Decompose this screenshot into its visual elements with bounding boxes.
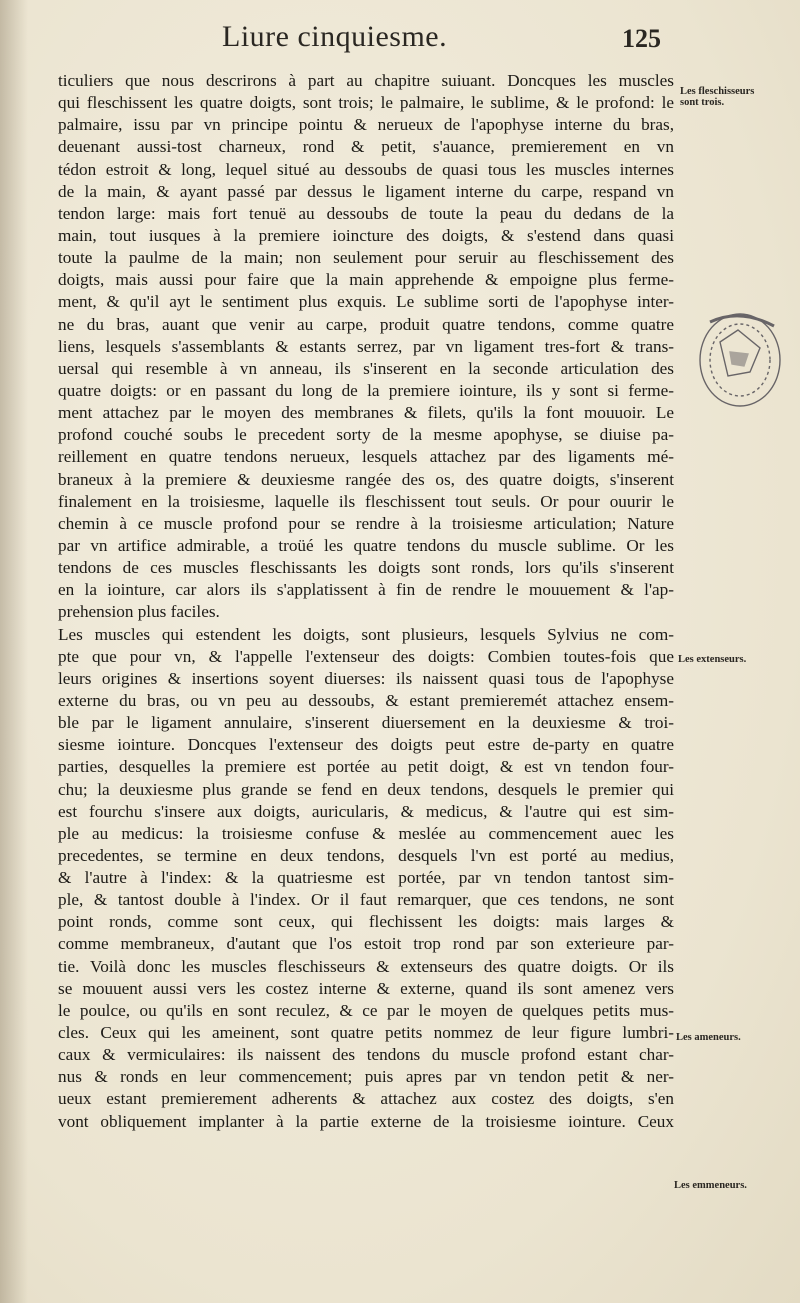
body-text	[58, 70, 674, 1133]
text-line: quatre doigts: or en passant du long de la premiere iointure, ils y sont si ferme-	[58, 380, 674, 400]
text-line: le poulce, ou qu'ils en sont reculez, & ce par le moyen de quelques petits mus-	[58, 1000, 674, 1020]
text-line: point ronds, comme sont ceux, qui flechissent les doigts: mais larges &	[58, 912, 674, 932]
margin-note-adductors: Les ameneurs.	[676, 1032, 741, 1043]
text-line: prehension plus faciles.	[58, 602, 220, 622]
text-line: profond couché soubs le precedent sorty de la mesme apophyse, se diuise pa-	[58, 425, 674, 445]
margin-note-lumbricals: Les emmeneurs.	[674, 1180, 747, 1191]
text-line: Les muscles qui estendent les doigts, sont plusieurs, lesquels Sylvius ne com-	[58, 624, 674, 644]
text-line: doigts, mais aussi pour faire que la main apprehende & empoigne plus ferme-	[58, 270, 674, 290]
text-line: leurs origines & insertions soyent diuerses: ils naissent quasi tous de l'apophyse	[58, 668, 674, 688]
text-line: tie. Voilà donc les muscles fleschisseurs & extenseurs des quatre doigts. Or ils	[58, 956, 674, 976]
text-line: & l'autre à l'index: & la quatriesme est portée, par vn tendon tantost sim-	[58, 868, 674, 888]
text-line: ueux estant premierement adherents & attachez aux costez des doigts, s'en	[58, 1089, 674, 1109]
text-line: palmaire, issu par vn principe pointu & nerueux de l'apophyse interne du bras,	[58, 115, 674, 135]
text-line: tendons de ces muscles fleschissants les doigts sont ronds, lors qu'ils s'inserent	[58, 558, 674, 578]
text-line: reillement en quatre tendons nerueux, lesquels attachez par des ligaments mé-	[58, 447, 674, 467]
text-line: de la main, & ayant passé par dessus le ligament interne du carpe, respand vn	[58, 181, 674, 201]
text-line: comme membraneux, d'autant que l'os estoit trop rond par son exterieure par-	[58, 934, 674, 954]
text-line: en la iointure, car alors ils s'applatissent à fin de rendre le mouuement & l'ap-	[58, 580, 674, 600]
text-line: ble par le ligament annulaire, s'inserent diuersement en la deuxiesme & troi-	[58, 713, 674, 733]
margin-note-flexors-line1: Les fleschisseurs	[680, 86, 755, 97]
running-title: Liure cinquiesme.	[222, 20, 448, 53]
text-line: qui fleschissent les quatre doigts, sont trois; le palmaire, le sublime, & le profond: le	[58, 93, 674, 113]
page-number: 125	[622, 24, 661, 53]
text-line: nus & ronds en leur commencement; puis apres par vn tendon petit & ner-	[58, 1067, 674, 1087]
text-line: braneux à la premiere & deuxiesme rangée des os, des quatre doigts, s'inserent	[58, 469, 674, 489]
text-line: liens, lesquels s'assemblants & estants serrez, par vn ligament tres-fort & trans-	[58, 336, 674, 356]
text-line: ment, & qu'il ayt le sentiment plus exquis. Le sublime sorti de l'apophyse inter-	[58, 292, 674, 312]
margin-note-extensors: Les extenseurs.	[678, 654, 747, 665]
text-line: deuenant aussi-tost charneux, rond & petit, s'auance, premierement en vn	[58, 137, 674, 157]
text-line: ne du bras, auant que venir au carpe, produit quatre tendons, comme quatre	[58, 314, 674, 334]
text-line: ticuliers que nous descrirons à part au chapitre suiuant. Doncques les muscles	[58, 71, 674, 90]
text-line: precedentes, se termine en deux tendons, desquels l'vn est porté au medius,	[58, 845, 674, 865]
text-line: main, tout iusques à la premiere ioincture des doigts, & s'estend dans quasi	[58, 225, 674, 245]
text-line: chu; la deuxiesme plus grande se fend en deux tendons, desquels le premier qui	[58, 779, 674, 799]
text-line: par vn artifice admirable, a troüé les quatre tendons du muscle sublime. Or les	[58, 535, 674, 555]
text-line: siesme iointure. Doncques l'extenseur des doigts peut estre de-party en quatre	[58, 735, 674, 755]
text-line: finalement en la troisiesme, laquelle ils fleschissent tout seuls. Or pour ouurir le	[58, 491, 674, 511]
gutter-shadow	[0, 0, 28, 1303]
text-line: est fourchu s'insere aux doigts, auricularis, & medicus, & l'autre qui est sim-	[58, 801, 674, 821]
text-line: tédon estroit & long, lequel situé au dessoubs de quasi tous les muscles internes	[58, 159, 674, 179]
margin-note-flexors-line2: sont trois.	[680, 97, 725, 108]
margin-notes	[674, 0, 794, 1303]
text-line: ment attachez par le moyen des membranes & filets, qu'ils la font mouuoir. Le	[58, 403, 674, 423]
margin-note-flexors	[680, 86, 754, 108]
text-line: toute la paulme de la main; non seulement pour seruir au fleschissement des	[58, 248, 674, 268]
text-line: parties, desquelles la premiere est portée au petit doigt, & est vn tendon four-	[58, 757, 674, 777]
text-line: uersal qui resemble à vn anneau, ils s'inserent en la seconde articulation des	[58, 358, 674, 378]
text-line: se mouuent aussi vers les costez interne & externe, quand ils sont amenez vers	[58, 978, 674, 998]
text-line: externe du bras, ou vn peu au dessoubs, & estant premieremét attachez ensem-	[58, 690, 674, 710]
text-line: pte que pour vn, & l'appelle l'extenseur des doigts: Combien toutes-fois que	[58, 646, 674, 666]
text-line: tendon large: mais fort tenuë au dessoubs de toute la peau du dedans de la	[58, 203, 674, 223]
library-stamp-icon	[690, 302, 786, 410]
text-line: ple au medicus: la troisiesme confuse & meslée au commencement auec les	[58, 823, 674, 843]
text-line: vont obliquement implanter à la partie externe de la troisiesme iointure. Ceux	[58, 1111, 674, 1131]
text-line: cles. Ceux qui les ameinent, sont quatre petits nommez de leur figure lumbri-	[58, 1023, 674, 1043]
text-line: ple, & tantost double à l'index. Or il faut remarquer, que ces tendons, ne sont	[58, 890, 674, 910]
text-line: caux & vermiculaires: ils naissent des tendons du muscle profond estant char-	[58, 1045, 674, 1065]
text-line: chemin à ce muscle profond pour se rendre à la troisiesme articulation; Nature	[58, 513, 674, 533]
